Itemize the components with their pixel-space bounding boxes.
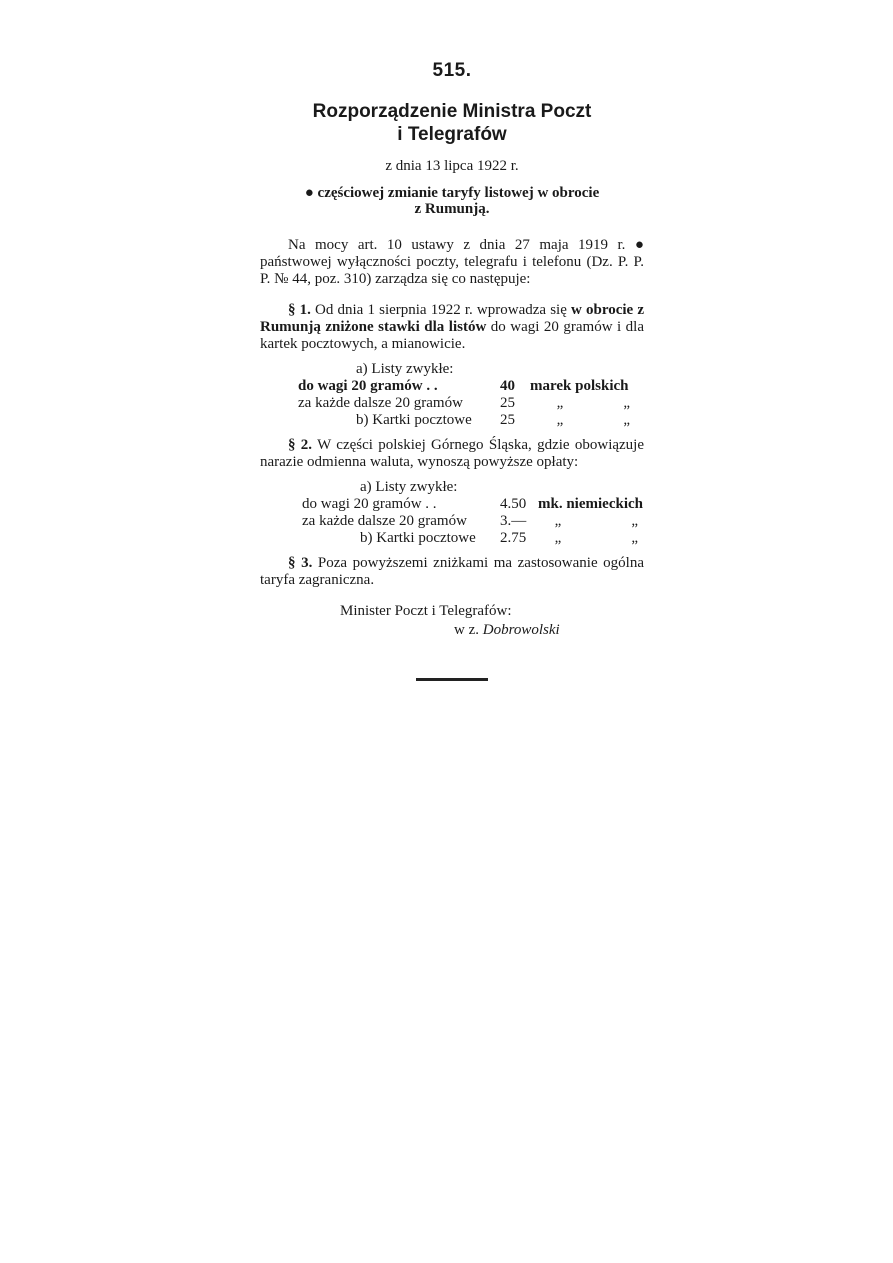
section-1-head: § 1.: [288, 302, 311, 318]
table-row: [260, 496, 644, 513]
subject-line-1: ● częściowej zmianie taryfy listowej w obrocie: [304, 185, 600, 201]
section-3-head: § 3.: [288, 555, 313, 571]
title-line-1: Rozporządzenie Ministra Poczt: [312, 101, 592, 122]
tariff-table-2: [260, 479, 644, 547]
title-line-2: i Telegrafów: [397, 124, 507, 145]
row-ditto: „: [554, 513, 562, 529]
section-1-text-c: do wagi 20 gramów i dla kartek pocztowych, a mianowicie.: [260, 319, 644, 352]
section-2-head: § 2.: [288, 437, 313, 453]
closing-rule: [416, 678, 488, 681]
preamble: Na mocy art. 10 ustawy z dnia 27 maja 1919 r. ● państwowej wyłączności poczty, telegrafu i telefonu (Dz. P. P. P. № 44, poz. 310) zarządza się co następuje:: [260, 237, 644, 287]
row-ditto-2: „: [623, 412, 630, 428]
section-2: [260, 437, 644, 471]
subject-line-2: z Rumunją.: [414, 201, 490, 217]
row-label: za każde dalsze 20 gramów: [302, 513, 467, 529]
table-1-heading-a: a) Listy zwykłe:: [356, 361, 454, 377]
row-label: do wagi 20 gramów . .: [298, 378, 438, 394]
row-ditto: „: [556, 395, 564, 411]
signature-name: Dobrowolski: [482, 622, 560, 638]
row-ditto-2: „: [631, 530, 638, 546]
row-value: 2.75: [500, 530, 527, 546]
row-ditto-2: „: [631, 513, 638, 529]
table-row: [260, 412, 644, 429]
table-row: [260, 513, 644, 530]
section-3-text: Poza powyższemi zniżkami ma zastosowanie ogólna taryfa zagraniczna.: [260, 555, 644, 588]
section-1-text-a: Od dnia 1 sierpnia 1922 r. wprowadza się: [315, 302, 567, 318]
section-1: [260, 302, 644, 353]
signature-prefix: w z.: [454, 622, 479, 638]
table-row: [260, 378, 644, 395]
row-unit: mk. niemieckich: [538, 496, 643, 512]
row-label: do wagi 20 gramów . .: [302, 496, 437, 512]
table-row: [260, 395, 644, 412]
tariff-table-1: [260, 361, 644, 429]
row-unit: marek polskich: [530, 378, 629, 394]
page-number: 515.: [432, 60, 472, 81]
row-value: 40: [500, 378, 515, 394]
section-3: [260, 555, 644, 589]
row-value: 25: [500, 412, 515, 428]
row-ditto: „: [554, 530, 562, 546]
table-2-heading-a: a) Listy zwykłe:: [360, 479, 458, 495]
row-value: 4.50: [500, 496, 527, 512]
table-1-heading-b: b) Kartki pocztowe: [356, 412, 472, 428]
table-row: [260, 530, 644, 547]
section-1-text-b: w obrocie z Rumunją zniżone stawki dla listów: [260, 302, 644, 335]
row-value: 3.—: [500, 513, 527, 529]
document-page: [260, 60, 644, 639]
table-2-heading-b: b) Kartki pocztowe: [360, 530, 476, 546]
section-2-text: W części polskiej Górnego Śląska, gdzie obowiązuje narazie odmienna waluta, wynoszą powyższe opłaty:: [260, 437, 645, 470]
row-value: 25: [500, 395, 515, 411]
signature-title: Minister Poczt i Telegrafów:: [340, 603, 512, 619]
row-ditto-2: „: [623, 395, 630, 411]
row-label: za każde dalsze 20 gramów: [298, 395, 463, 411]
signature: [454, 622, 644, 639]
subject: [260, 185, 644, 217]
document-date: z dnia 13 lipca 1922 r.: [385, 158, 519, 174]
row-ditto: „: [556, 412, 564, 428]
